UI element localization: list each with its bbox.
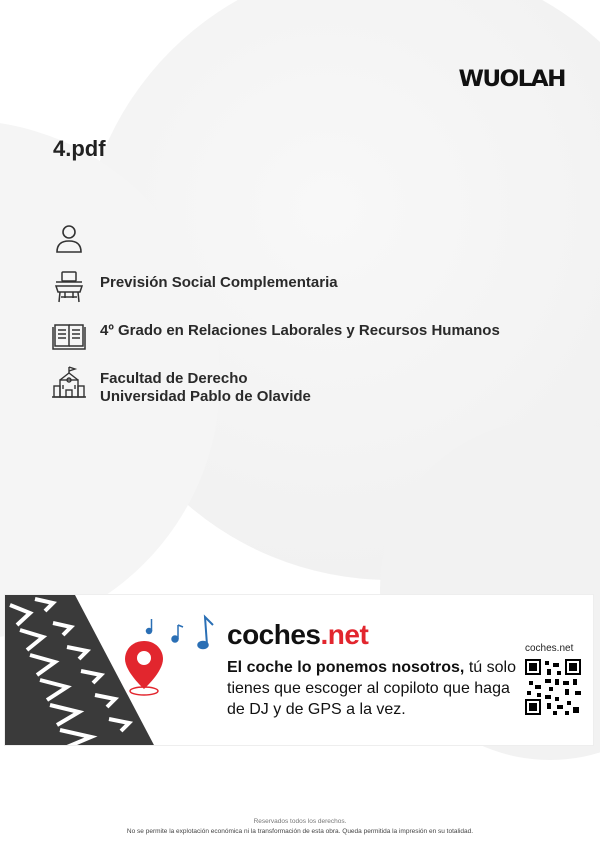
desk-icon bbox=[52, 270, 86, 304]
degree-row bbox=[52, 318, 500, 352]
footer-rights: Reservados todos los derechos. bbox=[253, 818, 347, 825]
wuolah-logo: WUOLAH bbox=[458, 67, 565, 92]
faculty-name: Facultad de Derecho bbox=[100, 370, 248, 387]
subject-row bbox=[52, 270, 338, 304]
footer-license: No se permite la explotación económica ni la transformación de esta obra. Queda permitida la impresión en su totalidad. bbox=[126, 828, 474, 835]
qr-label: coches.net bbox=[525, 643, 574, 654]
brand-accent: .net bbox=[320, 619, 369, 650]
university-name: Universidad Pablo de Olavide bbox=[100, 388, 311, 405]
coches-net-logo bbox=[227, 619, 368, 651]
institution-row bbox=[52, 366, 311, 406]
location-pin-icon bbox=[121, 639, 167, 697]
ad-copy-rest: tú solo tienes que escoger al copiloto que haga de DJ y de GPS a la vez. bbox=[227, 659, 516, 718]
document-title: 4.pdf bbox=[53, 136, 106, 161]
qr-code-icon[interactable] bbox=[525, 659, 581, 715]
author-row bbox=[52, 222, 100, 256]
user-icon bbox=[52, 222, 86, 256]
ad-copy-bold: El coche lo ponemos nosotros, bbox=[227, 659, 465, 676]
institution-text bbox=[100, 366, 311, 406]
ad-copy bbox=[227, 657, 527, 720]
building-icon bbox=[52, 366, 86, 400]
advertisement-banner[interactable] bbox=[4, 594, 594, 746]
subject-name: Previsión Social Complementaria bbox=[100, 274, 338, 291]
degree-name: 4º Grado en Relaciones Laborales y Recursos Humanos bbox=[100, 322, 500, 339]
book-icon bbox=[52, 318, 86, 352]
brand-main: coches bbox=[227, 619, 321, 650]
